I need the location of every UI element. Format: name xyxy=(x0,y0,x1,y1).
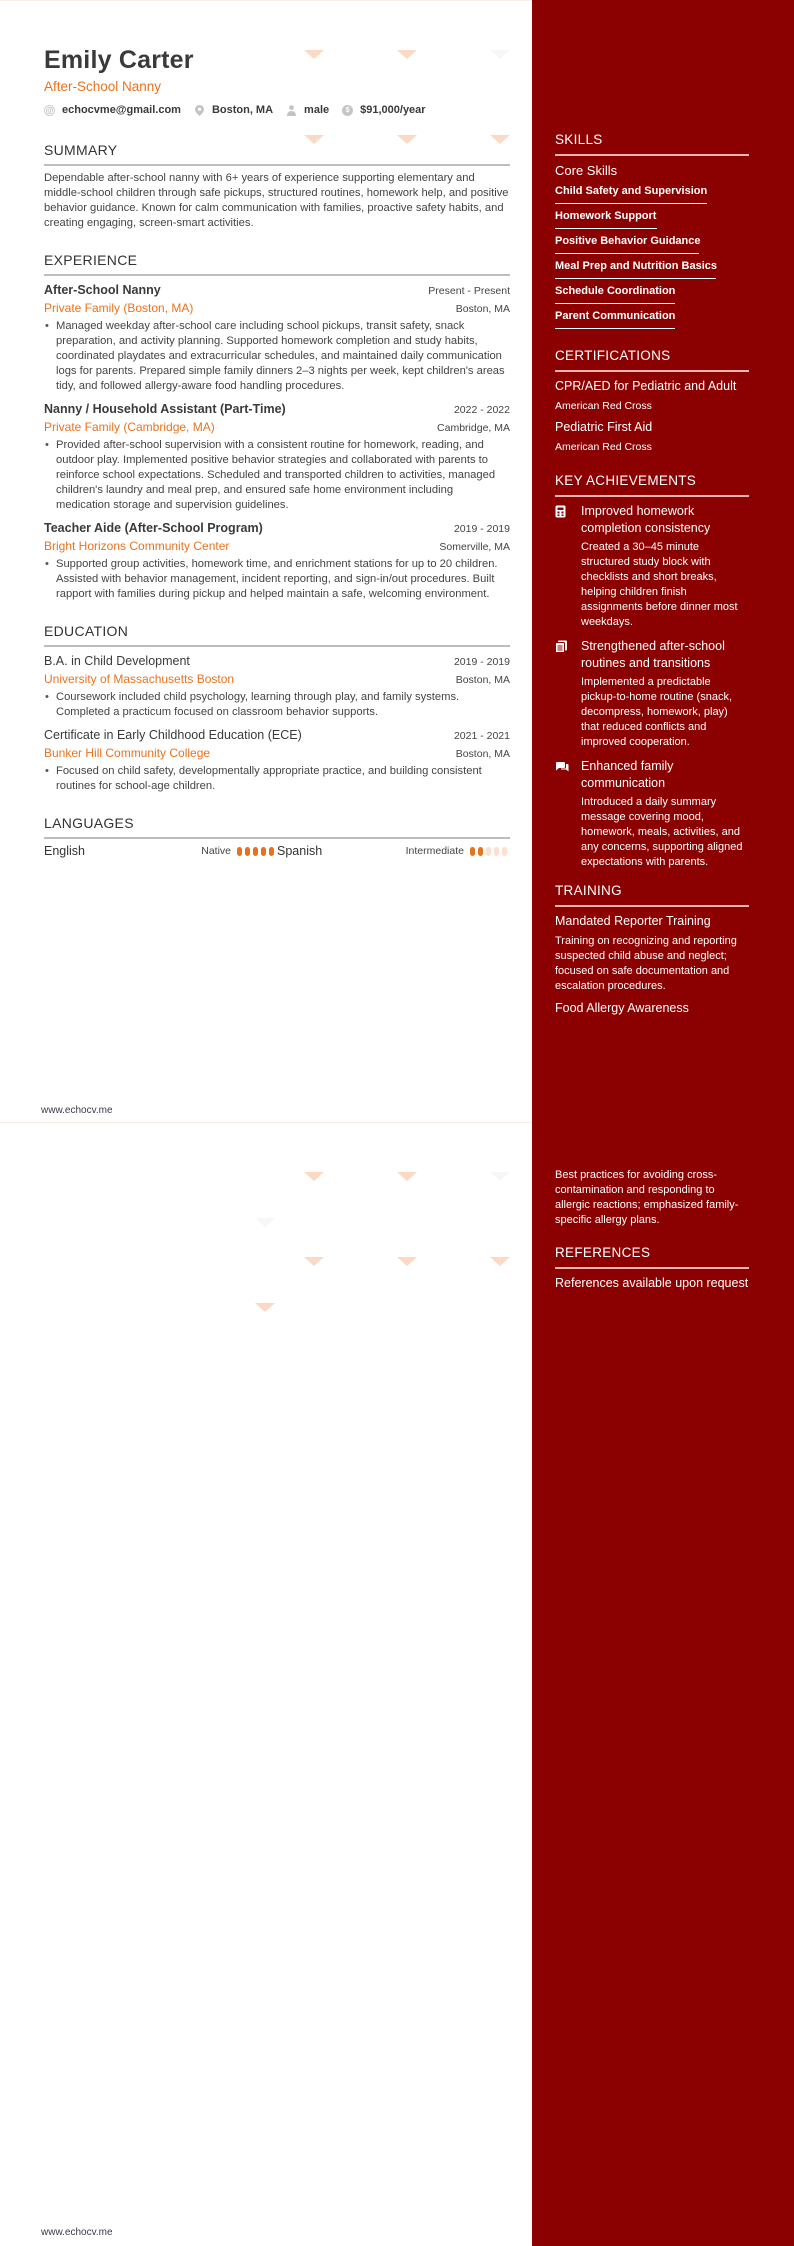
references-text: References available upon request xyxy=(555,1276,749,1290)
skill-underline xyxy=(555,228,657,229)
education-entry xyxy=(44,726,510,794)
location-text: Boston, MA xyxy=(211,104,274,116)
chat-bubbles-icon xyxy=(555,758,581,870)
section-heading: LANGUAGES xyxy=(44,815,134,831)
certifications-section xyxy=(555,347,749,454)
achievement-title: Enhanced family communication xyxy=(581,759,674,790)
employer: Private Family (Cambridge, MA) xyxy=(44,420,215,434)
job-dates: 2022 - 2022 xyxy=(453,404,510,416)
languages-section xyxy=(44,814,510,858)
decor-triangle-icon xyxy=(304,1257,324,1266)
experience-entry xyxy=(44,281,510,394)
language-item xyxy=(277,844,510,858)
references-section xyxy=(555,1244,749,1292)
experience-entry xyxy=(44,400,510,513)
job-bullet: • Managed weekday after-school care including school pickups, transit safety, snack preparation, and activity planning. Supported homework completion and study habits, coordinated playdates and extracurricular schedules, and maintained daily communication logs for parents. Prepared simple family dinners 2–3 nights per week, kept children's areas tidy, and followed allergy-aware food handling procedures. xyxy=(44,319,510,394)
section-heading: KEY ACHIEVEMENTS xyxy=(555,473,697,488)
achievement-item xyxy=(555,503,749,630)
training-desc: Training on recognizing and reporting suspected child abuse and neglect; focused on safe documentation and escalation procedures. xyxy=(555,935,737,992)
section-divider xyxy=(44,274,510,276)
skill-item: Parent Communication xyxy=(555,310,676,322)
contact-gender xyxy=(286,102,329,118)
proficiency-dots xyxy=(470,847,510,856)
section-heading: EDUCATION xyxy=(44,623,129,639)
achievement-desc: Introduced a daily summary message covering mood, homework, meals, activities, and any concerns, supporting aligned expectations with parents. xyxy=(581,796,743,868)
candidate-name: Emily Carter xyxy=(44,46,194,74)
contact-salary xyxy=(342,102,425,118)
achievement-title: Strengthened after-school routines and transitions xyxy=(581,639,725,670)
language-name: Spanish xyxy=(277,844,323,858)
section-divider xyxy=(44,645,510,647)
edu-bullet: • Coursework included child psychology, learning through play, and family systems. Completed a practicum focused on classroom behavior supports. xyxy=(44,690,510,720)
employer: Bright Horizons Community Center xyxy=(44,539,230,553)
education-section xyxy=(44,622,510,794)
gender-text: male xyxy=(304,104,330,116)
job-title: Teacher Aide (After-School Program) xyxy=(44,521,263,535)
section-divider xyxy=(555,370,749,372)
section-divider xyxy=(555,495,749,497)
decor-triangle-icon xyxy=(397,1257,417,1266)
cert-issuer: American Red Cross xyxy=(555,400,652,412)
skill-underline xyxy=(555,253,699,254)
language-item xyxy=(44,844,277,858)
edu-dates: 2019 - 2019 xyxy=(453,656,510,668)
proficiency-dots xyxy=(237,847,277,856)
section-divider xyxy=(555,154,749,156)
achievement-title: Improved homework completion consistency xyxy=(581,504,711,535)
summary-section xyxy=(44,141,510,231)
training-section xyxy=(555,882,749,1017)
skill-group: Core Skills xyxy=(555,163,618,178)
main-column xyxy=(44,44,510,858)
section-divider xyxy=(555,905,749,907)
cert-name: CPR/AED for Pediatric and Adult xyxy=(555,379,737,393)
page-top-edge xyxy=(0,0,532,1)
person-icon xyxy=(286,105,297,116)
contact-row xyxy=(44,102,510,118)
job-location: Boston, MA xyxy=(455,303,510,315)
decor-triangle-icon xyxy=(397,1172,417,1181)
job-dates: Present - Present xyxy=(428,285,510,297)
decor-triangle-icon xyxy=(255,1218,275,1227)
edu-location: Boston, MA xyxy=(455,674,510,686)
skill-item: Positive Behavior Guidance xyxy=(555,235,701,247)
section-heading: TRAINING xyxy=(555,883,622,898)
decor-triangle-icon xyxy=(490,1172,510,1181)
degree: B.A. in Child Development xyxy=(44,654,190,668)
decor-triangle-icon xyxy=(255,1303,275,1312)
location-pin-icon xyxy=(194,105,205,116)
skill-underline xyxy=(555,203,707,204)
decor-triangle-icon xyxy=(304,1172,324,1181)
footer-url[interactable]: www.echocv.me xyxy=(41,1105,113,1116)
experience-section xyxy=(44,251,510,602)
dollar-circle-icon: $ xyxy=(342,105,353,116)
achievement-desc: Implemented a predictable pickup-to-home routine (snack, decompress, homework, play) that reduced conflicts and improved cooperation. xyxy=(581,676,733,748)
salary-text: $91,000/year xyxy=(360,104,426,116)
job-title: Nanny / Household Assistant (Part-Time) xyxy=(44,402,286,416)
job-bullet: • Supported group activities, homework time, and enrichment stations for up to 20 children. Assisted with behavior management, incident reporting, and sign-in/out procedures. Built rapport with families during pickup and helped maintain a safe, welcoming environment. xyxy=(44,557,510,602)
section-heading: CERTIFICATIONS xyxy=(555,348,671,363)
section-divider xyxy=(44,837,510,839)
achievement-item xyxy=(555,638,749,750)
school: Bunker Hill Community College xyxy=(44,746,211,760)
email-text: echocvme@gmail.com xyxy=(62,104,181,116)
summary-text: Dependable after-school nanny with 6+ years of experience supporting elementary and middle-school children through safe pickups, structured routines, homework help, and positive behavior guidance. Known for calm communication with families, proactive safety habits, and creating engaging, screen-smart activities. xyxy=(44,172,509,229)
section-divider xyxy=(44,164,510,166)
decor-triangle-icon xyxy=(490,1257,510,1266)
skill-underline xyxy=(555,278,716,279)
achievement-desc: Created a 30–45 minute structured study block with checklists and short breaks, helping children finish assignments before dinner most weekdays. xyxy=(581,541,738,628)
skill-underline xyxy=(555,303,675,304)
edu-location: Boston, MA xyxy=(455,748,510,760)
contact-location xyxy=(194,102,273,118)
job-title: After-School Nanny xyxy=(44,283,161,297)
education-entry xyxy=(44,652,510,720)
page-break-divider xyxy=(0,1122,532,1123)
section-heading: REFERENCES xyxy=(555,1245,651,1260)
skill-underline xyxy=(555,328,675,329)
at-icon: @ xyxy=(45,105,54,115)
sidebar-continued xyxy=(555,1168,749,1292)
clipboard-copy-icon xyxy=(555,638,581,750)
school: University of Massachusetts Boston xyxy=(44,672,235,686)
skill-item: Child Safety and Supervision xyxy=(555,185,708,197)
skill-item: Meal Prep and Nutrition Basics xyxy=(555,260,717,272)
contact-email[interactable] xyxy=(44,102,181,118)
candidate-title: After-School Nanny xyxy=(44,79,162,94)
achievement-item xyxy=(555,758,749,870)
job-bullet: • Provided after-school supervision with a consistent routine for homework, reading, and outdoor play. Implemented positive behavior strategies and collaborated with parents to reinforce school expectations. Scheduled and transported children to activities, managed children's laundry and meal prep, and ensured safe home environment including medication storage and supervision guidelines. xyxy=(44,438,510,513)
language-level: Intermediate xyxy=(405,845,464,857)
achievements-section xyxy=(555,472,749,870)
language-level: Native xyxy=(201,845,231,857)
training-name: Mandated Reporter Training xyxy=(555,914,711,928)
training-name: Food Allergy Awareness xyxy=(555,1001,689,1015)
skills-section xyxy=(555,131,749,329)
section-divider xyxy=(555,1267,749,1269)
skill-item: Homework Support xyxy=(555,210,657,222)
job-location: Cambridge, MA xyxy=(437,422,510,434)
language-name: English xyxy=(44,844,85,858)
edu-bullet: • Focused on child safety, developmentally appropriate practice, and building consistent routines for school-age children. xyxy=(44,764,510,794)
training-desc: Best practices for avoiding cross-contamination and responding to allergic reactions; emphasized family-specific allergy plans. xyxy=(555,1169,739,1226)
skill-item: Schedule Coordination xyxy=(555,285,676,297)
section-heading: SKILLS xyxy=(555,132,603,147)
section-heading: EXPERIENCE xyxy=(44,252,138,268)
cert-name: Pediatric First Aid xyxy=(555,420,653,434)
section-heading: SUMMARY xyxy=(44,142,118,158)
calculator-icon xyxy=(555,503,581,630)
experience-entry xyxy=(44,519,510,602)
degree: Certificate in Early Childhood Education (ECE) xyxy=(44,728,302,742)
edu-dates: 2021 - 2021 xyxy=(453,730,510,742)
job-dates: 2019 - 2019 xyxy=(453,523,510,535)
job-location: Somerville, MA xyxy=(439,541,510,553)
cert-issuer: American Red Cross xyxy=(555,441,652,453)
footer-url[interactable]: www.echocv.me xyxy=(41,2227,113,2238)
employer: Private Family (Boston, MA) xyxy=(44,301,194,315)
sidebar xyxy=(555,131,749,1017)
